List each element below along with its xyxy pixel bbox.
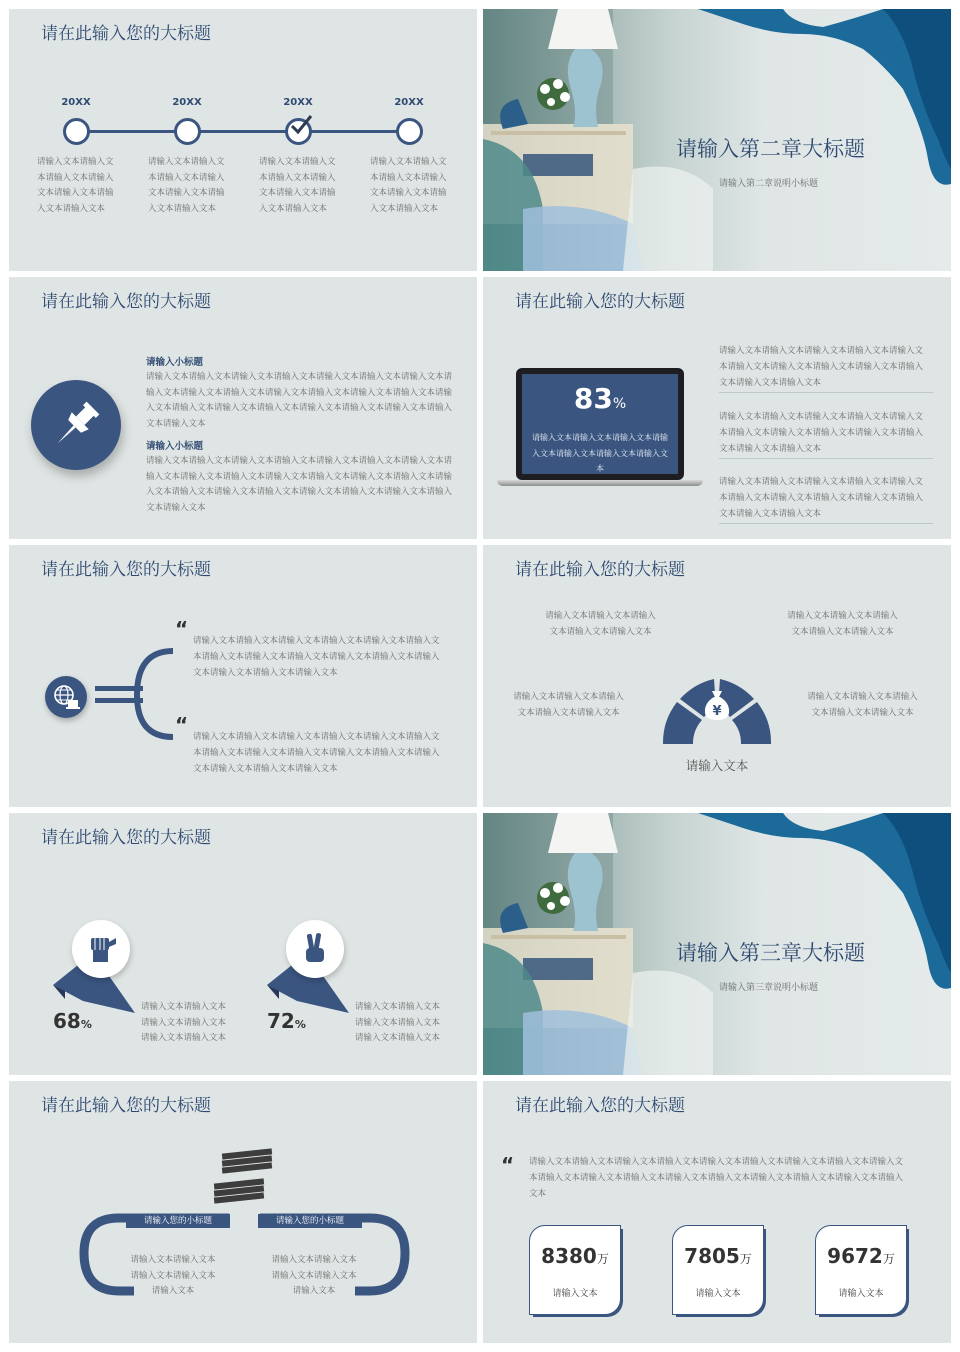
slide-title: 请在此输入您的大标题 <box>515 292 685 312</box>
laptop-display <box>522 374 678 474</box>
slide-laptop <box>483 277 951 539</box>
item-body: 请输入文本请输入文本请输入文本请输入文本请输入文本请输入文本请输入文本请输入文本请输入文本请输入文本请输入文本请输入文本请输入文本请输入文本请输入文本请输入文本请输入文本请输入文本请输入文本请输入文本请输入文本请输入文本请输入文本 <box>146 372 453 429</box>
stat-box <box>672 1225 764 1315</box>
victory-hand-icon <box>286 920 344 978</box>
globe-circle <box>45 676 87 718</box>
gauge-text: 请输入文本请输入文本请输入文本请输入文本请输入文本 <box>545 611 656 637</box>
bracket-text: 请输入文本请输入文本请输入文本请输入文本请输入文本 <box>271 1255 357 1296</box>
gauge-center-label: 请输入文本 <box>685 758 749 773</box>
timeline-node <box>396 118 423 145</box>
victory-circle <box>286 920 344 978</box>
slide-gauge <box>483 545 951 807</box>
stat-number: 8380 <box>541 1244 597 1268</box>
bracket-label: 请输入您的小标题 <box>126 1214 230 1228</box>
stat-unit: 万 <box>596 1252 609 1266</box>
percent-value <box>522 382 678 415</box>
slide-title: 请在此输入您的大标题 <box>41 292 211 312</box>
currency-symbol: ¥ <box>712 704 722 719</box>
fist-icon <box>72 920 130 978</box>
item-heading: 请输入小标题 <box>146 441 204 452</box>
stat-percent <box>53 1009 92 1033</box>
timeline-node <box>63 118 90 145</box>
timeline-year: 20XX <box>283 97 313 108</box>
divider <box>719 392 933 393</box>
bracket-label: 请输入您的小标题 <box>258 1214 362 1228</box>
slide-chapter-2 <box>483 9 951 271</box>
stat-number: 68 <box>53 1009 81 1033</box>
quote-text: 请输入文本请输入文本请输入文本请输入文本请输入文本请输入文本请输入文本请输入文本请输入文本请输入文本请输入文本请输入文本请输入文本请输入文本请输入文本请输入文本请输入文本请输入文本 <box>529 1157 904 1199</box>
stat-unit: 万 <box>882 1252 895 1266</box>
slide-timeline <box>9 9 477 271</box>
fist-circle <box>72 920 130 978</box>
timeline-text: 请输入文本请输入文本请输入文本请输入文本请输入文本请输入文本请输入文本 <box>259 157 336 214</box>
timeline-node-checked <box>285 118 312 145</box>
slide-title: 请在此输入您的大标题 <box>41 1096 211 1116</box>
gauge-text: 请输入文本请输入文本请输入文本请输入文本请输入文本 <box>513 692 624 718</box>
slide-title: 请在此输入您的大标题 <box>41 560 211 580</box>
timeline-text: 请输入文本请输入文本请输入文本请输入文本请输入文本请输入文本请输入文本 <box>148 157 225 214</box>
laptop-screen <box>516 368 684 480</box>
slide-chapter-3 <box>483 813 951 1075</box>
slide-title: 请在此输入您的大标题 <box>515 1096 685 1116</box>
timeline-text: 请输入文本请输入文本请输入文本请输入文本请输入文本请输入文本请输入文本 <box>37 157 114 214</box>
timeline-line <box>84 130 418 133</box>
slide-globe-quotes <box>9 545 477 807</box>
slide-stats <box>483 1081 951 1343</box>
stat-label: 请输入文本 <box>552 1289 598 1299</box>
timeline-node <box>174 118 201 145</box>
stat-box <box>815 1225 907 1315</box>
quote-icon: “ <box>175 713 189 737</box>
stat-number: 7805 <box>684 1244 740 1268</box>
bracket-text: 请输入文本请输入文本请输入文本请输入文本请输入文本 <box>130 1255 216 1296</box>
globe-laptop-icon <box>45 676 87 718</box>
stat-value <box>530 1244 620 1268</box>
stat-unit: % <box>294 1018 306 1031</box>
timeline-year: 20XX <box>394 97 424 108</box>
screen-text: 请输入文本请输入文本请输入文本请输入文本请输入文本请输入文本请输入文本 <box>532 433 668 473</box>
slide-ribbons <box>9 813 477 1075</box>
percent-number: 83 <box>573 382 613 415</box>
gauge-text: 请输入文本请输入文本请输入文本请输入文本请输入文本 <box>807 692 918 718</box>
slide-pin <box>9 277 477 539</box>
stat-box <box>529 1225 621 1315</box>
slide-title: 请在此输入您的大标题 <box>41 24 211 44</box>
divider <box>719 458 933 459</box>
slide-title: 请在此输入您的大标题 <box>41 828 211 848</box>
quote-icon: “ <box>175 617 189 641</box>
stat-text: 请输入文本请输入文本请输入文本请输入文本请输入文本请输入文本 <box>355 1002 441 1043</box>
timeline-year: 20XX <box>61 97 91 108</box>
timeline-text: 请输入文本请输入文本请输入文本请输入文本请输入文本请输入文本请输入文本 <box>370 157 447 214</box>
paragraph: 请输入文本请输入文本请输入文本请输入文本请输入文本请输入文本请输入文本请输入文本请输入文本请输入文本请输入文本请输入文本 <box>719 477 924 519</box>
cash-stack-icon <box>212 1147 276 1207</box>
gauge-text: 请输入文本请输入文本请输入文本请输入文本请输入文本 <box>787 611 898 637</box>
chapter-title: 请输入第三章大标题 <box>676 941 865 965</box>
divider <box>719 523 933 524</box>
stat-value <box>673 1244 763 1268</box>
timeline-year: 20XX <box>172 97 202 108</box>
chapter-title: 请输入第二章大标题 <box>676 137 865 161</box>
chapter-subtitle: 请输入第三章说明小标题 <box>719 983 819 993</box>
stat-text: 请输入文本请输入文本请输入文本请输入文本请输入文本请输入文本 <box>141 1002 227 1043</box>
percent-sign: % <box>612 396 627 412</box>
stat-number: 9672 <box>827 1244 883 1268</box>
quote-icon: “ <box>501 1153 515 1177</box>
paragraph: 请输入文本请输入文本请输入文本请输入文本请输入文本请输入文本请输入文本请输入文本请输入文本请输入文本请输入文本请输入文本 <box>719 412 924 454</box>
checkmark-icon <box>287 113 315 137</box>
paragraph: 请输入文本请输入文本请输入文本请输入文本请输入文本请输入文本请输入文本请输入文本请输入文本请输入文本请输入文本请输入文本 <box>719 346 924 388</box>
quote-text: 请输入文本请输入文本请输入文本请输入文本请输入文本请输入文本请输入文本请输入文本请输入文本请输入文本请输入文本请输入文本请输入文本请输入文本请输入文本 <box>193 732 440 774</box>
pushpin-icon <box>31 380 121 470</box>
stat-label: 请输入文本 <box>838 1289 884 1299</box>
chapter-subtitle: 请输入第二章说明小标题 <box>719 179 819 189</box>
stat-percent <box>267 1009 306 1033</box>
stat-value <box>816 1244 906 1268</box>
stat-unit: 万 <box>739 1252 752 1266</box>
slide-title: 请在此输入您的大标题 <box>515 560 685 580</box>
stat-label: 请输入文本 <box>695 1289 741 1299</box>
item-heading: 请输入小标题 <box>146 357 204 368</box>
pin-circle <box>31 380 121 470</box>
stat-unit: % <box>80 1018 92 1031</box>
slide-money-brackets <box>9 1081 477 1343</box>
stat-number: 72 <box>267 1009 295 1033</box>
quote-text: 请输入文本请输入文本请输入文本请输入文本请输入文本请输入文本请输入文本请输入文本请输入文本请输入文本请输入文本请输入文本请输入文本请输入文本请输入文本 <box>193 636 440 678</box>
item-body: 请输入文本请输入文本请输入文本请输入文本请输入文本请输入文本请输入文本请输入文本请输入文本请输入文本请输入文本请输入文本请输入文本请输入文本请输入文本请输入文本请输入文本请输入文本请输入文本请输入文本请输入文本请输入文本请输入文本 <box>146 456 453 513</box>
laptop-base <box>497 480 703 486</box>
